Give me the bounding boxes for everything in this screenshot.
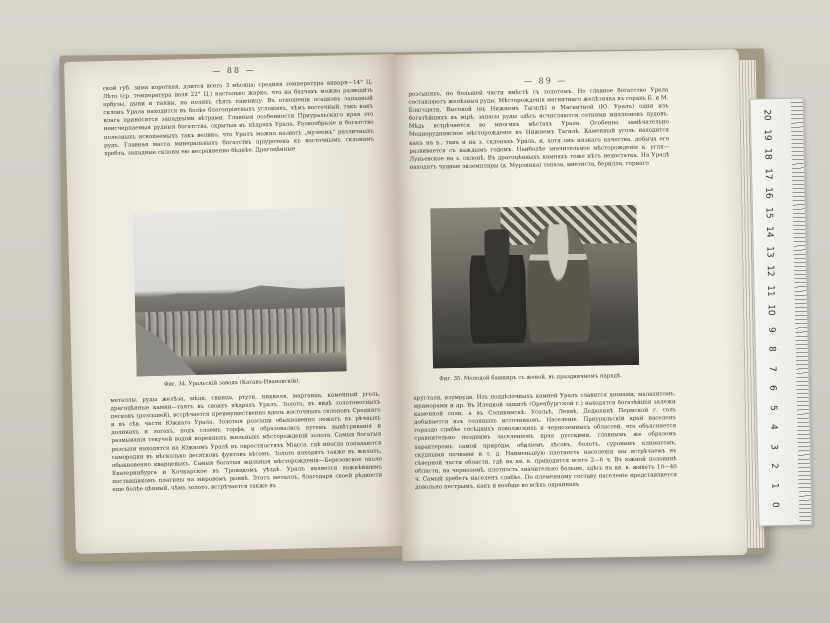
ruler-number: 16 xyxy=(763,187,774,199)
left-figure-caption: Фиг. 34. Уральскій заводъ (Катавъ-Ивановскій). xyxy=(163,378,301,388)
ruler-number: 14 xyxy=(763,226,775,238)
figure-uralsky-zavod xyxy=(133,207,347,376)
ruler-number: 15 xyxy=(763,206,774,219)
right-page xyxy=(394,49,748,561)
young-bashkir-man xyxy=(469,229,527,352)
floor xyxy=(433,341,639,369)
left-text-bottom: металлы, руды желѣза, мѣди, свинца, ртути, никкеля, марганца, каменный уголь, драгоцѣнные камни—таятъ въ своихъ нѣдрахъ Уралъ. Золото, въ видѣ золотоносныхъ песковъ (розсыпей), встрѣчается преимущественно вдоль восточныхъ склоновъ Средняго и въ сѣв. части Южнаго Урала. Золотыя розсыпи обыкновенно лежатъ въ рѣчныхъ долинахъ и логахъ, подъ слоемъ торфа, и образовались путемъ вывѣтриванія и размыванія текучей водой коренныхъ жильныхъ мѣсторожденій золота. Самыя богатыя розсыпи находятся на Южномъ Уралѣ въ окрестностяхъ Міасса, гдѣ иногда попадаются самородки въ нѣсколько десятковъ фунтовъ вѣсомъ. Золото находятъ также въ жилахъ, обыкновенно кварцевыхъ. Самыя богатыя жильныя мѣсторожденія—Березовское около Екатеринбурга и Кочкарское въ Троицкомъ уѣздѣ. Уралъ является важнѣйшимъ поставщикомъ платины на мировомъ рынкѣ. Этотъ металлъ, благодаря своей рѣдкости еще болѣе цѣнный, чѣмъ золото, встрѣчается также въ xyxy=(110,391,383,494)
ruler-number: 2 xyxy=(768,462,780,469)
ruler-number: 13 xyxy=(764,245,775,258)
ruler-number: 4 xyxy=(768,423,779,430)
bashkir-wife xyxy=(527,224,591,351)
ruler-number: 8 xyxy=(766,345,777,352)
figure-bashkir-couple xyxy=(430,205,639,369)
ruler-ticks xyxy=(783,99,812,525)
ruler-number: 18 xyxy=(762,148,773,160)
right-page-number: — 89 — xyxy=(524,76,568,86)
right-text-top: розсыпяхъ, по большей части вмѣстѣ съ золотомъ. Но главное богатство Урала составляютъ желѣзныя руды. Мѣсторожденія магнитнаго желѣзняка въ горахъ Б. и М. Благодати, Высокой (въ Нижнемъ Тагилѣ) и Магнитной (Ю. Уралъ) одни изъ богатѣйшихъ въ мірѣ, запасы руды здѣсь исчисляются сотнями милліоновъ пудовъ. Мѣдь встрѣчается во многихъ мѣстахъ Урала. Особенно замѣчательно Медноруднянское мѣсторожденіе въ Нижнемъ Тагилѣ. Каменный уголь находится какъ на в., такъ и на з. склонахъ Урала, и, хотя онъ низкаго качества, добыча его развивается съ каждымъ годомъ. Наиболѣе значительное мѣсторожденіе к. угля—Луньевское на з. склонѣ. Въ драгоцѣнныхъ камняхъ тоже нѣтъ недостатка. На Уралѣ находятъ чудные экземпляры (д. Мурзинка) топаза, аметиста, берилла, горнаго xyxy=(408,87,670,171)
ruler-number: 5 xyxy=(767,404,778,411)
ruler-number: 7 xyxy=(766,365,777,372)
ruler-number: 20 xyxy=(761,109,772,121)
ruler-number: 17 xyxy=(762,167,773,180)
ruler-number: 1 xyxy=(769,482,780,489)
ruler-numbers xyxy=(755,105,786,515)
ruler-number: 12 xyxy=(764,265,776,277)
right-figure-caption: Фиг. 35. Молодой башкиръ съ женой, въ праздничномъ нарядѣ. xyxy=(439,373,622,383)
town-houses xyxy=(145,307,341,357)
ruler-number: 19 xyxy=(761,128,773,141)
ruler-number: 10 xyxy=(765,304,776,316)
ruler xyxy=(750,97,813,526)
ruler-number: 9 xyxy=(766,326,777,333)
ruler-number: 0 xyxy=(769,501,780,508)
left-text-top: ской губ. зима короткая, длится всего 3 мѣсяца; средняя температура января—14° Ц. Лѣто (ср. температура іюля 22° Ц.) настолько жарко, что на бахчахъ можно разводить арбузы, дыни и тыквы, на поляхъ сѣять пшеницу. Въ отношеніи осадковъ западный склонъ Урала находится въ болѣе благопріятныхъ условіяхъ, чѣмъ восточный, такъ какъ влага приносится западными вѣтрами. Главныя особенности Приуральскаго края это неисчерпаемыя рудныя богатства, скрытыя въ нѣдрахъ Урала. Разнообразіе и богатство полезныхъ ископаемыхъ такъ велико, что Уралъ можно назвать „музеемъ“ различныхъ рудъ. Главная масса минеральныхъ богатствъ пріурочена къ восточнымъ склонамъ хребта, западные склоны ею несравненно бѣднѣе. Драгоцѣнные xyxy=(102,79,375,157)
ruler-number: 11 xyxy=(765,284,776,297)
ruler-number: 6 xyxy=(767,384,778,391)
ruler-number: 3 xyxy=(768,443,779,450)
left-page xyxy=(64,54,406,554)
left-page-number: — 88 — xyxy=(212,65,256,76)
right-text-bottom: хрусталя, изумруда. Изъ поддѣлочныхъ камней Уралъ славится яшмами, малахитомъ, мраморами и др. Въ Илецкой защитѣ (Оренбургской г.) находятся богатѣйшія залежи каменной соли, а въ Соликамскѣ, Усольѣ, Ленвѣ, Дедюхинѣ Пермской г. соль добывается изъ соляныхъ источниковъ. Населеніе. Приуральскій край населенъ гораздо слабѣе сосѣднихъ поволжскихъ и черноземныхъ областей, что объясняется сравнительно позднимъ заселеніемъ края русскими, главнымъ же образомъ характеромъ самой природы, обиліемъ лѣсовъ, болотъ, суровымъ климатомъ, скудными почвами и т. д. Наименьшую плотность населенія мы встрѣчаемъ въ сѣверной части области, гдѣ на кв. в. приходится всего 2—6 ч. Въ южной половинѣ области, на черноземѣ, плотность значительно больше, здѣсь на кв. в. живетъ 10—40 ч. Самый хребетъ населенъ слабѣе. По племенному составу населеніе представляется довольно пестрымъ, какъ и вообще во всѣхъ окраинахъ xyxy=(413,391,678,491)
